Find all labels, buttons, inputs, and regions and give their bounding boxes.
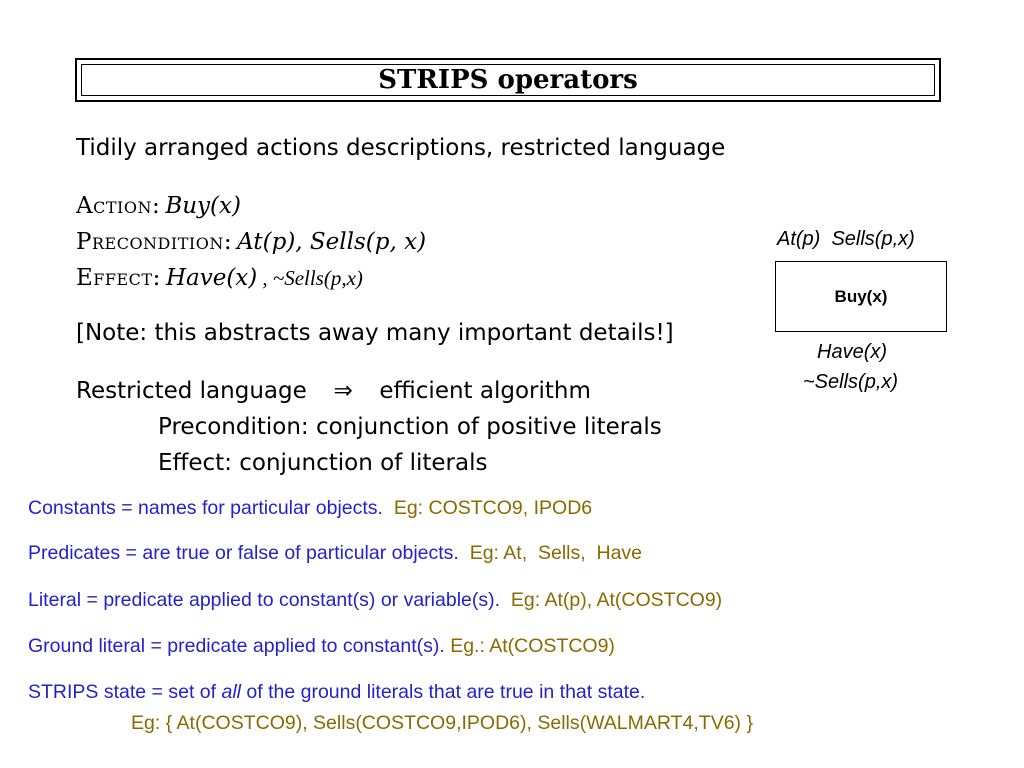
definition-example: Eg.: At(COSTCO9) <box>450 635 615 657</box>
title-box <box>75 58 941 102</box>
subtitle: Tidily arranged actions descriptions, restricted language <box>76 135 726 161</box>
precondition-line <box>76 229 426 255</box>
effect-value: Have(x) <box>165 265 258 291</box>
definition-example: Eg: COSTCO9, IPOD6 <box>393 497 593 519</box>
effect-label: Effect: <box>76 265 161 291</box>
restricted-line <box>76 378 591 404</box>
diagram-action: Buy(x) <box>834 286 888 306</box>
definition-constants <box>28 497 592 520</box>
diagram-effect-have: Have(x) <box>817 341 888 363</box>
definition-text: Literal = predicate applied to constant(s) or variable(s). <box>28 589 501 611</box>
action-line <box>76 193 241 219</box>
note: [Note: this abstracts away many important details!] <box>76 320 674 346</box>
precondition-value: At(p), Sells(p, x) <box>237 229 427 255</box>
restricted-precondition: Precondition: conjunction of positive literals <box>158 414 662 440</box>
definition-predicates <box>28 542 642 565</box>
definition-strips-state <box>28 681 645 704</box>
diagram-effect-sells: ~Sells(p,x) <box>803 371 899 393</box>
diagram-preconditions: At(p) Sells(p,x) <box>777 228 915 250</box>
diagram-action-box <box>775 261 947 332</box>
precondition-label: Precondition: <box>76 229 233 255</box>
effect-line <box>76 265 363 291</box>
definition-text: Predicates = are true or false of particular objects. <box>28 542 459 564</box>
restricted-effect: Effect: conjunction of literals <box>158 450 488 476</box>
implies-icon: ⇒ <box>333 378 353 404</box>
state-example: Eg: { At(COSTCO9), Sells(COSTCO9,IPOD6), Sells(WALMART4,TV6) } <box>131 712 753 734</box>
definition-literal <box>28 589 722 612</box>
state-text-emph: all <box>221 681 241 703</box>
action-value: Buy(x) <box>165 193 241 219</box>
definition-example: Eg: At(p), At(COSTCO9) <box>510 589 723 611</box>
definition-ground-literal <box>28 635 615 658</box>
definition-text: Ground literal = predicate applied to constant(s). <box>28 635 445 657</box>
definition-example: Eg: At, Sells, Have <box>469 542 643 564</box>
restricted-right: efficient algorithm <box>379 378 591 404</box>
definition-text: Constants = names for particular objects. <box>28 497 383 519</box>
state-text-before: STRIPS state = set of <box>28 681 222 703</box>
page-title: STRIPS operators <box>81 64 935 96</box>
action-label: Action: <box>76 193 161 219</box>
state-text-after: of the ground literals that are true in that state. <box>240 681 646 703</box>
effect-extra: , ~Sells(p,x) <box>262 266 363 290</box>
restricted-left: Restricted language <box>76 378 307 404</box>
